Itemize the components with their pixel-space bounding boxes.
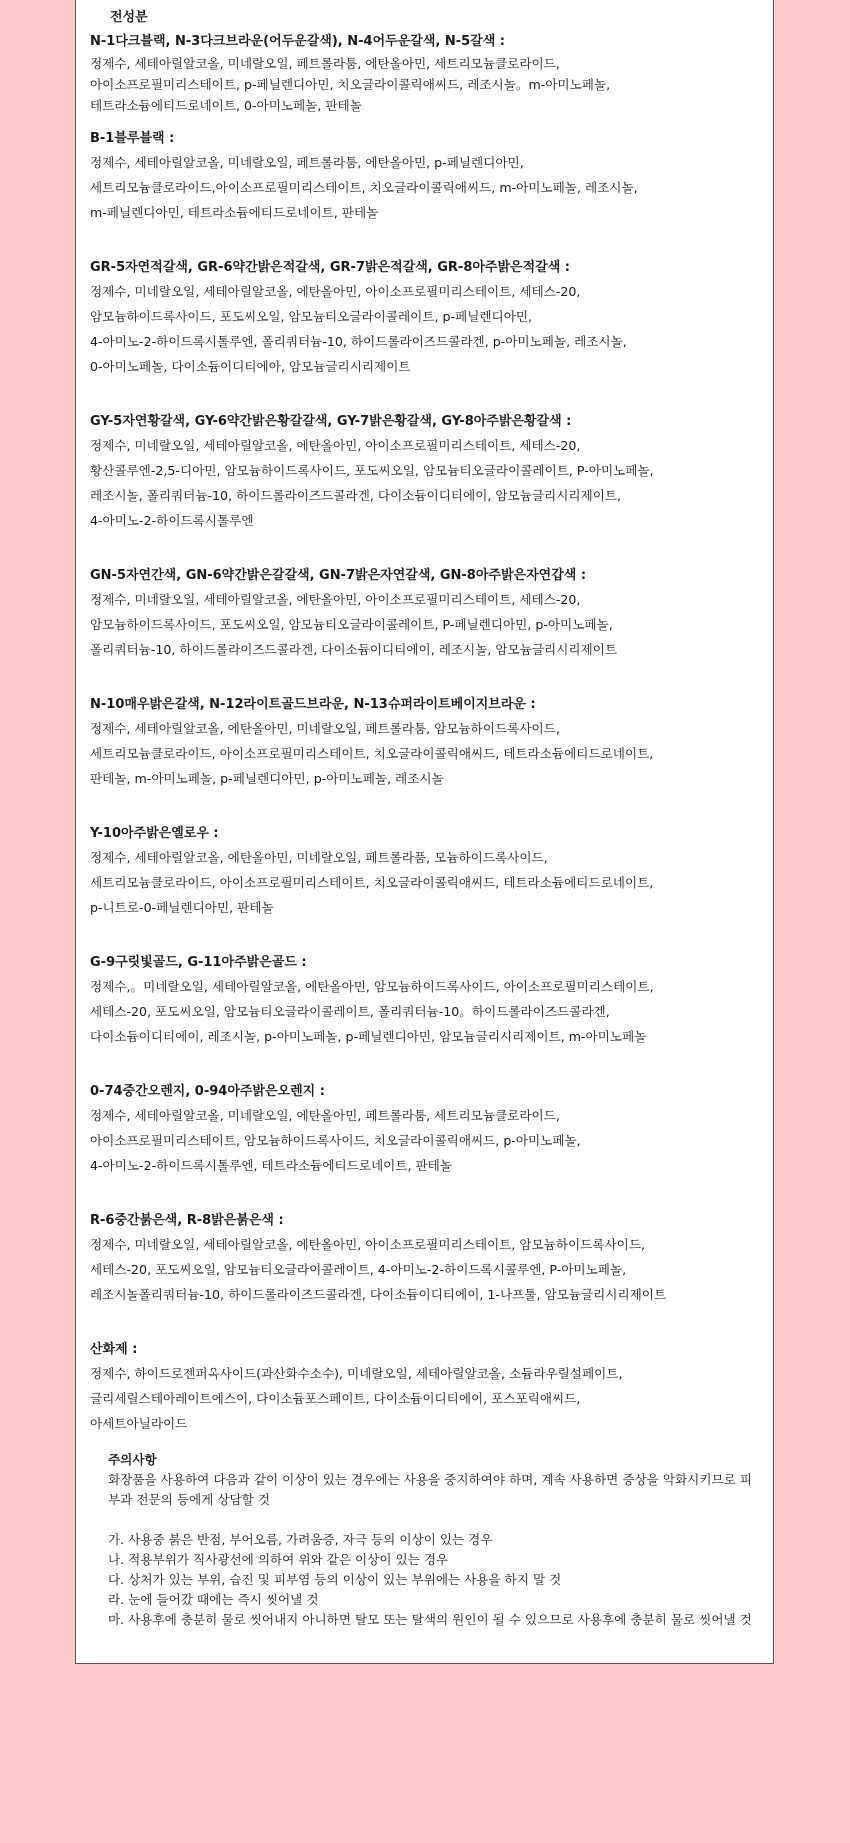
group-heading: Y-10아주밝은옐로우 :: [90, 826, 219, 841]
ingredient-line: 아이소프로필미리스테이트, 암모늄하이드록사이드, 치오글라이콜릭애씨드, p-아미노페놀,: [90, 1133, 581, 1148]
caution-item: 가. 사용중 붉은 반점, 부어오름, 가려움증, 자극 등의 이상이 있는 경우: [108, 1532, 493, 1547]
ingredient-line: 정제수, 세테아릴알코올, 에탄올아민, 미네랄오일, 페트롤라툼, 암모늄하이드록사이드,: [90, 721, 560, 736]
ingredient-line: 황산콜루엔-2,5-디아민, 암모늄하이드록사이드, 포도씨오일, 암모늄티오글라이콜레이트, P-아미노페놀,: [90, 463, 654, 478]
caution-title: 주의사항: [108, 1452, 157, 1467]
group-heading: G-9구릿빛골드, G-11아주밝은골드 :: [90, 955, 307, 970]
caution-item: 다. 상처가 있는 부위, 습진 및 피부염 등의 이상이 있는 부위에는 사용을 하지 말 것: [108, 1572, 562, 1587]
ingredient-line: 테트라소듐에티드로네이트, 0-아미노페놀, 판테놀: [90, 98, 362, 113]
group-heading: N-1다크블랙, N-3다크브라운(어두운갈색), N-4어두운갈색, N-5갈색 :: [90, 34, 506, 49]
group-heading: GN-5자연간색, GN-6약간밝은갈갈색, GN-7밝은자연갈색, GN-8아주밝은자연갑색 :: [90, 568, 587, 583]
group-heading: 0-74중간오렌지, 0-94아주밝은오렌지 :: [90, 1084, 325, 1099]
ingredient-group: [90, 696, 770, 791]
ingredient-group: [90, 567, 770, 662]
caution-item: 마. 사용후에 충분히 물로 씻어내지 아니하면 탈모 또는 탈색의 원인이 될 수 있으므로 사용후에 충분히 물로 씻어낼 것: [108, 1612, 752, 1627]
group-heading: B-1블루블랙 :: [90, 131, 175, 146]
ingredient-line: 정제수, 미네랄오일, 세테아릴알코올, 에탄올아민, 아이소프로필미리스테이트, 세테스-20,: [90, 284, 581, 299]
ingredient-line: 폴리쿼터늄-10, 하이드롤라이즈드콜라겐, 다이소듐이디티에이, 레조시놀, 암모늄글리시리제이트: [90, 642, 618, 657]
ingredient-line: 레조시놀, 폴리쿼터늄-10, 하이드롤라이즈드콜라겐, 다이소듐이디티에이, 암모늄글리시리제이트,: [90, 488, 622, 503]
ingredient-line: 세트리모늄클로라이드,아이소프로필미리스테이트, 치오글라이콜릭애씨드, m-아미노페놀, 레조시놀,: [90, 180, 638, 195]
ingredient-line: 정제수,。미네랄오일, 세테아릴알코올, 에탄올아민, 암모늄하이드록사이드, 아이소프로필미리스테이트,: [90, 979, 654, 994]
group-heading: GY-5자연황갈색, GY-6약간밝은황갈갈색, GY-7밝은황갈색, GY-8아주밝은황갈색 :: [90, 414, 572, 429]
ingredient-line: 세트리모늄클로라이드, 아이소프로필미리스테이트, 치오글라이콜릭애씨드, 테트라소듐에티드로네이트,: [90, 875, 654, 890]
ingredient-group: [90, 1212, 770, 1307]
ingredient-group: [90, 259, 770, 379]
ingredient-group: [90, 1083, 770, 1178]
ingredient-line: 4-아미노-2-하이드록시톨루엔, 폴리쿼터늄-10, 하이드롤라이즈드콜라겐, p-아미노페놀, 레조시놀,: [90, 334, 627, 349]
ingredient-line: 세테스-20, 포도씨오일, 암모늄티오글라이콜레이트, 폴리쿼터늄-10。하이드롤라이즈드콜라겐,: [90, 1004, 610, 1019]
ingredient-line: 4-아미노-2-하이드록시톨루엔: [90, 513, 254, 528]
ingredient-line: 세트리모늄클로라이드, 아이소프로필미리스테이트, 치오글라이콜릭애씨드, 테트라소듐에티드로네이트,: [90, 746, 654, 761]
caution-intro: 화장품을 사용하여 다음과 같이 이상이 있는 경우에는 사용을 중지하여야 하며, 계속 사용하면 증상을 악화시키므로 피부과 전문의 등에게 상담할 것: [108, 1472, 752, 1507]
ingredient-sheet: [75, 0, 774, 1664]
ingredient-line: 0-아미노페놀, 다이소듐이디티에아, 암모늄글리시리제이트: [90, 359, 411, 374]
ingredient-line: 정제수, 세테아릴알코올, 미네랄오일, 페트롤라툼, 에탄올아민, 세트리모늄클로라이드,: [90, 56, 560, 71]
ingredient-group: [90, 1341, 770, 1436]
ingredient-line: 다이소듐이디티에이, 레조시놀, p-아미노페놀, p-페닐렌디아민, 암모늄글리시리제이트, m-아미노페놀: [90, 1029, 647, 1044]
ingredient-line: 4-아미노-2-하이드록시톨루엔, 테트라소듐에티드로네이트, 판테놀: [90, 1158, 452, 1173]
section-title: 전성분: [110, 10, 148, 25]
ingredient-line: 정제수, 세테아릴알코올, 미네랄오일, 에탄올아민, 페트롤라툼, 세트리모늄클로라이드,: [90, 1108, 560, 1123]
ingredient-line: 정제수, 미네랄오일, 세테아릴알코올, 에탄올아민, 아이소프로필미리스테이트, 암모늄하이드록사이드,: [90, 1237, 645, 1252]
ingredient-group: [90, 413, 770, 533]
ingredient-list: [90, 33, 770, 1470]
ingredient-line: 정제수, 세테아릴알코올, 에탄올아민, 미네랄오일, 페트롤라품, 모늄하이드록사이드,: [90, 850, 548, 865]
ingredient-line: 글리세릴스테아레이트에스이, 다이소듐포스페이트, 다이소듐이디티에이, 포스포릭애씨드,: [90, 1391, 581, 1406]
ingredient-line: 아이소프로필미리스테이트, p-페닐렌디아민, 치오글라이콜릭애씨드, 레조시놀。m-아미노페놀,: [90, 77, 611, 92]
caution-item: 나. 적용부위가 직사광선에 의하여 위와 같은 이상이 있는 경우: [108, 1552, 449, 1567]
ingredient-group: [90, 954, 770, 1049]
ingredient-line: 정제수, 미네랄오일, 세테아릴알코올, 에탄올아민, 아이소프로필미리스테이트, 세테스-20,: [90, 592, 581, 607]
ingredient-line: m-페닐렌디아민, 테트라소듐에티드로네이트, 판테놀: [90, 205, 379, 220]
group-heading: 산화제 :: [90, 1342, 138, 1357]
ingredient-line: 세테스-20, 포도씨오일, 암모늄티오글라이콜레이트, 4-아미노-2-하이드록시콜루엔, P-아미노페놀,: [90, 1262, 627, 1277]
group-heading: GR-5자연적갈색, GR-6약간밝은적갈색, GR-7밝은적갈색, GR-8아주밝은적갈색 :: [90, 260, 570, 275]
ingredient-line: 암모늄하이드록사이드, 포도씨오일, 암모늄티오글라이콜레이트, p-페닐렌디아민,: [90, 309, 533, 324]
group-heading: R-6중간붉은색, R-8밝은붉은색 :: [90, 1213, 284, 1228]
ingredient-line: 암모늄하이드록사이드, 포도씨오일, 암모늄티오글라이콜레이트, P-페닐렌디아민, p-아미노페놀,: [90, 617, 613, 632]
ingredient-group: [90, 825, 770, 920]
ingredient-line: p-니트로-0-페닐렌디아민, 판테놀: [90, 900, 274, 915]
ingredient-line: 레조시놀폴리쿼터늄-10, 하이드롤라이즈드콜라겐, 다이소듐이디티에이, 1-나프툴, 암모늄글리시리제이트: [90, 1287, 667, 1302]
ingredient-group: [90, 33, 770, 116]
ingredient-line: 정제수, 하이드로젠퍼옥사이드(과산화수소수), 미네랄오일, 세테아릴알코올, 소듐라우릴설페이트,: [90, 1366, 623, 1381]
ingredient-line: 아세트아닐라이드: [90, 1416, 188, 1431]
group-heading: N-10매우밝은갈색, N-12라이트골드브라운, N-13슈퍼라이트베이지브라운 :: [90, 697, 536, 712]
ingredient-group: [90, 130, 770, 225]
ingredient-line: 정제수, 세테아릴알코올, 미네랄오일, 페트롤라툼, 에탄올아민, p-페닐렌디아민,: [90, 155, 524, 170]
caution-item: 라. 눈에 들어갔 때에는 즉시 씻어낼 것: [108, 1592, 319, 1607]
caution-section: [108, 1450, 758, 1630]
ingredient-line: 판테놀, m-아미노페놀, p-페닐렌디아민, p-아미노페놀, 레조시놀: [90, 771, 444, 786]
ingredient-line: 정제수, 미네랄오일, 세테아릴알코올, 에탄올아민, 아이소프로필미리스테이트, 세테스-20,: [90, 438, 581, 453]
